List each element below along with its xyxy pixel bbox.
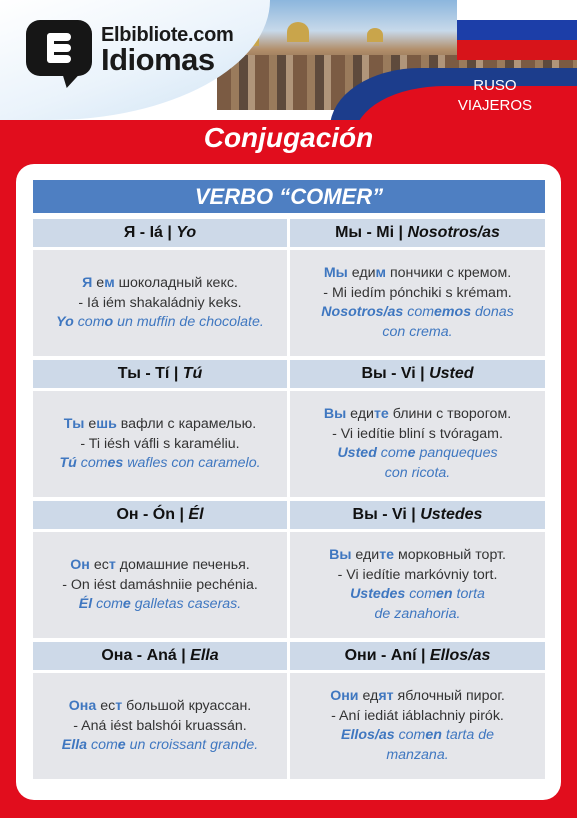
- pronoun-header: Он - Ón | Él: [33, 501, 287, 529]
- russian-flag: [457, 0, 577, 60]
- pronoun-header: Вы - Vi | Usted: [290, 360, 545, 388]
- transliteration: - Ti iésh váfli s karaméliu.: [80, 435, 240, 452]
- spanish-translation-cont: de zanahoria.: [374, 605, 461, 622]
- spanish-translation: Él come galletas caseras.: [78, 595, 242, 612]
- pronoun-header: Мы - Mi | Nosotros/as: [290, 219, 545, 247]
- spanish-translation: Yo como un muffin de chocolate.: [56, 313, 264, 330]
- russian-sentence: Мы едим пончики с кремом.: [323, 265, 512, 281]
- russian-sentence: Она ест большой круассан.: [68, 697, 252, 714]
- spanish-translation: Nosotros/as comemos donas: [321, 304, 514, 320]
- spanish-translation-cont: manzana.: [386, 746, 449, 763]
- russian-sentence: Они едят яблочный пирог.: [330, 688, 505, 704]
- spanish-translation: Ella come un croissant grande.: [61, 736, 259, 753]
- verb-heading: VERBO “COMER”: [33, 180, 545, 213]
- page-title: Conjugación: [203, 122, 374, 153]
- example-cell: [33, 532, 287, 638]
- tag-language: RUSO: [473, 77, 517, 94]
- example-cell: [33, 391, 287, 497]
- transliteration: - Vi iedítie bliní s tvóragam.: [332, 425, 503, 442]
- transliteration: - On iést damáshniie pechénia.: [62, 576, 258, 593]
- example-cell: [33, 250, 287, 356]
- spanish-translation: Ellos/as comen tarta de: [340, 727, 494, 743]
- header: [0, 0, 577, 120]
- spanish-translation-cont: con ricota.: [384, 464, 451, 481]
- example-cell: [290, 250, 545, 356]
- spanish-translation: Ustedes comen torta: [350, 586, 485, 602]
- dome: [367, 28, 383, 42]
- tag-audience: VIAJEROS: [457, 97, 532, 114]
- russian-sentence: Вы едите блини с творогом.: [323, 406, 512, 422]
- transliteration: - Iá iém shakaládniy keks.: [78, 294, 242, 311]
- pronoun-header: Я - Iá | Yo: [33, 219, 287, 247]
- example-cell: [33, 673, 287, 779]
- brand-name: Idiomas: [101, 42, 215, 77]
- brand-site: Elbibliote.com: [101, 24, 234, 46]
- spanish-translation-cont: con crema.: [382, 323, 453, 340]
- russian-sentence: Я ем шоколадный кекс.: [82, 274, 238, 291]
- language-tag: [458, 76, 532, 116]
- example-cell: [290, 673, 545, 779]
- transliteration: - Mi iedím pónchiki s krémam.: [323, 284, 512, 301]
- transliteration: - Vi iedítie markóvniy tort.: [337, 566, 498, 583]
- example-cell: [290, 532, 545, 638]
- pronoun-header: Ты - Tí | Tú: [33, 360, 287, 388]
- dome: [287, 22, 309, 42]
- pronoun-header: Они - Aní | Ellos/as: [290, 642, 545, 670]
- transliteration: - Aní iediát iáblachniy pirók.: [331, 707, 504, 724]
- example-cell: [290, 391, 545, 497]
- transliteration: - Aná iést balshói kruassán.: [73, 717, 247, 734]
- logo-icon: [26, 20, 92, 76]
- spanish-translation: Usted come panqueques: [337, 445, 498, 461]
- pronoun-header: Вы - Vi | Ustedes: [290, 501, 545, 529]
- russian-sentence: Он ест домашние печенья.: [70, 556, 250, 573]
- pronoun-header: Она - Aná | Ella: [33, 642, 287, 670]
- spanish-translation: Tú comes wafles con caramelo.: [59, 454, 261, 471]
- russian-sentence: Ты ешь вафли с карамелью.: [63, 415, 257, 432]
- russian-sentence: Вы едите морковный торт.: [329, 547, 506, 563]
